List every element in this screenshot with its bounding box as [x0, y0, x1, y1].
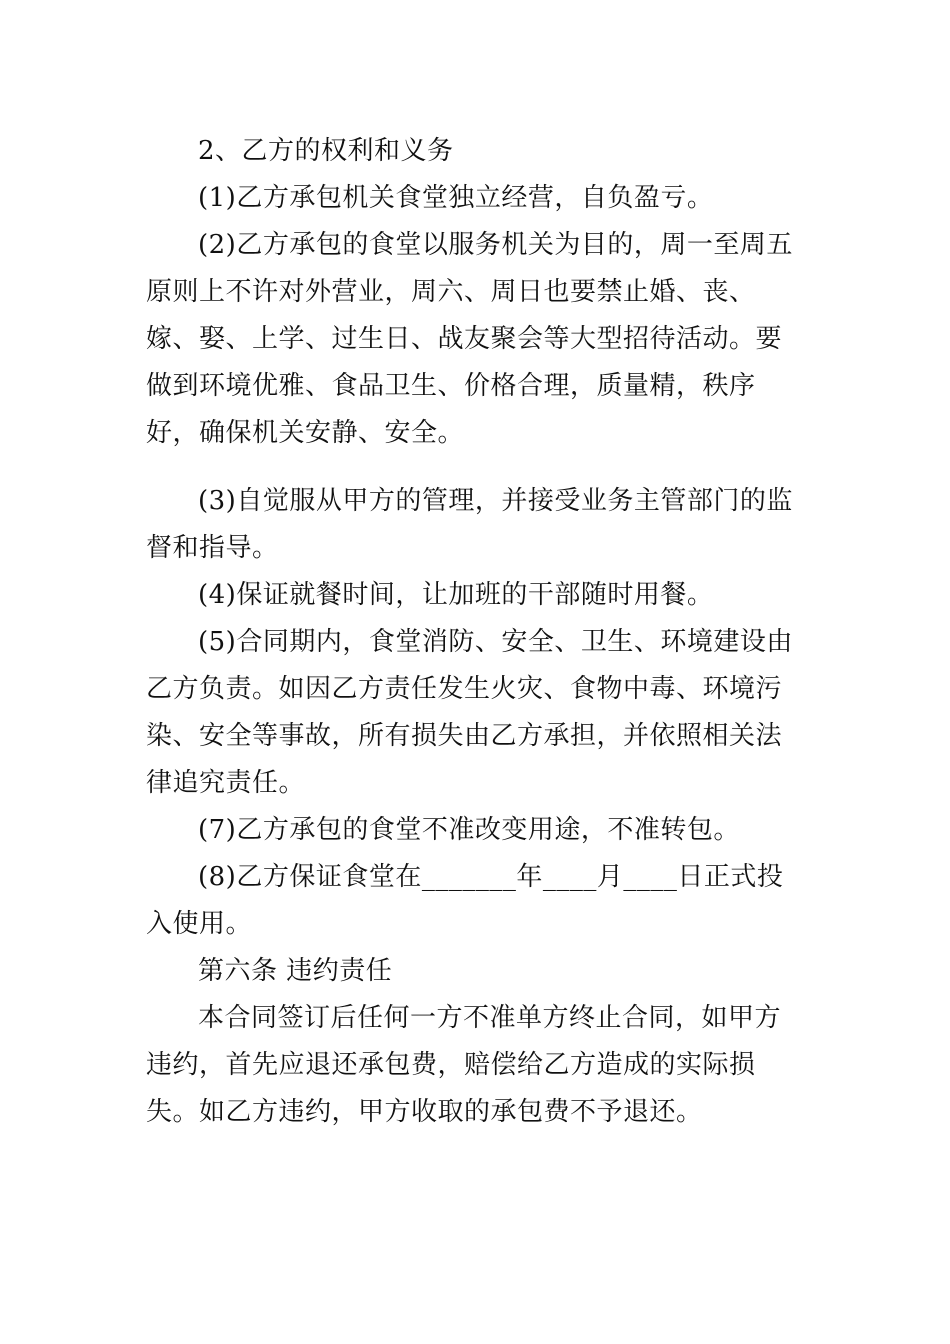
clause-item-3: (3)自觉服从甲方的管理，并接受业务主管部门的监督和指导。	[146, 486, 793, 563]
article-6-body: 本合同签订后任何一方不准单方终止合同，如甲方违约，首先应退还承包费，赔偿给乙方造成的实际损失。如乙方违约，甲方收取的承包费不予退还。	[146, 1003, 782, 1127]
clause-item-8: (8)乙方保证食堂在_______年____月____日正式投入使用。	[146, 862, 784, 939]
clause-item-2: (2)乙方承包的食堂以服务机关为目的，周一至周五原则上不许对外营业，周六、周日也要禁止婚、丧、嫁、娶、上学、过生日、战友聚会等大型招待活动。要做到环境优雅、食品卫生、价格合理，质量精，秩序好，确保机关安静、安全。	[146, 230, 793, 448]
clause-item-5: (5)合同期内，食堂消防、安全、卫生、环境建设由乙方负责。如因乙方责任发生火灾、食物中毒、环境污染、安全等事故，所有损失由乙方承担，并依照相关法律追究责任。	[146, 627, 793, 798]
article-6-heading: 第六条 违约责任	[198, 956, 393, 986]
section-heading-party-b-rights: 2、乙方的权利和义务	[198, 136, 454, 166]
clause-item-7: (7)乙方承包的食堂不准改变用途，不准转包。	[198, 815, 740, 845]
clause-item-4: (4)保证就餐时间，让加班的干部随时用餐。	[198, 580, 714, 610]
document-body	[146, 128, 806, 1136]
clause-item-1: (1)乙方承包机关食堂独立经营，自负盈亏。	[198, 183, 714, 213]
